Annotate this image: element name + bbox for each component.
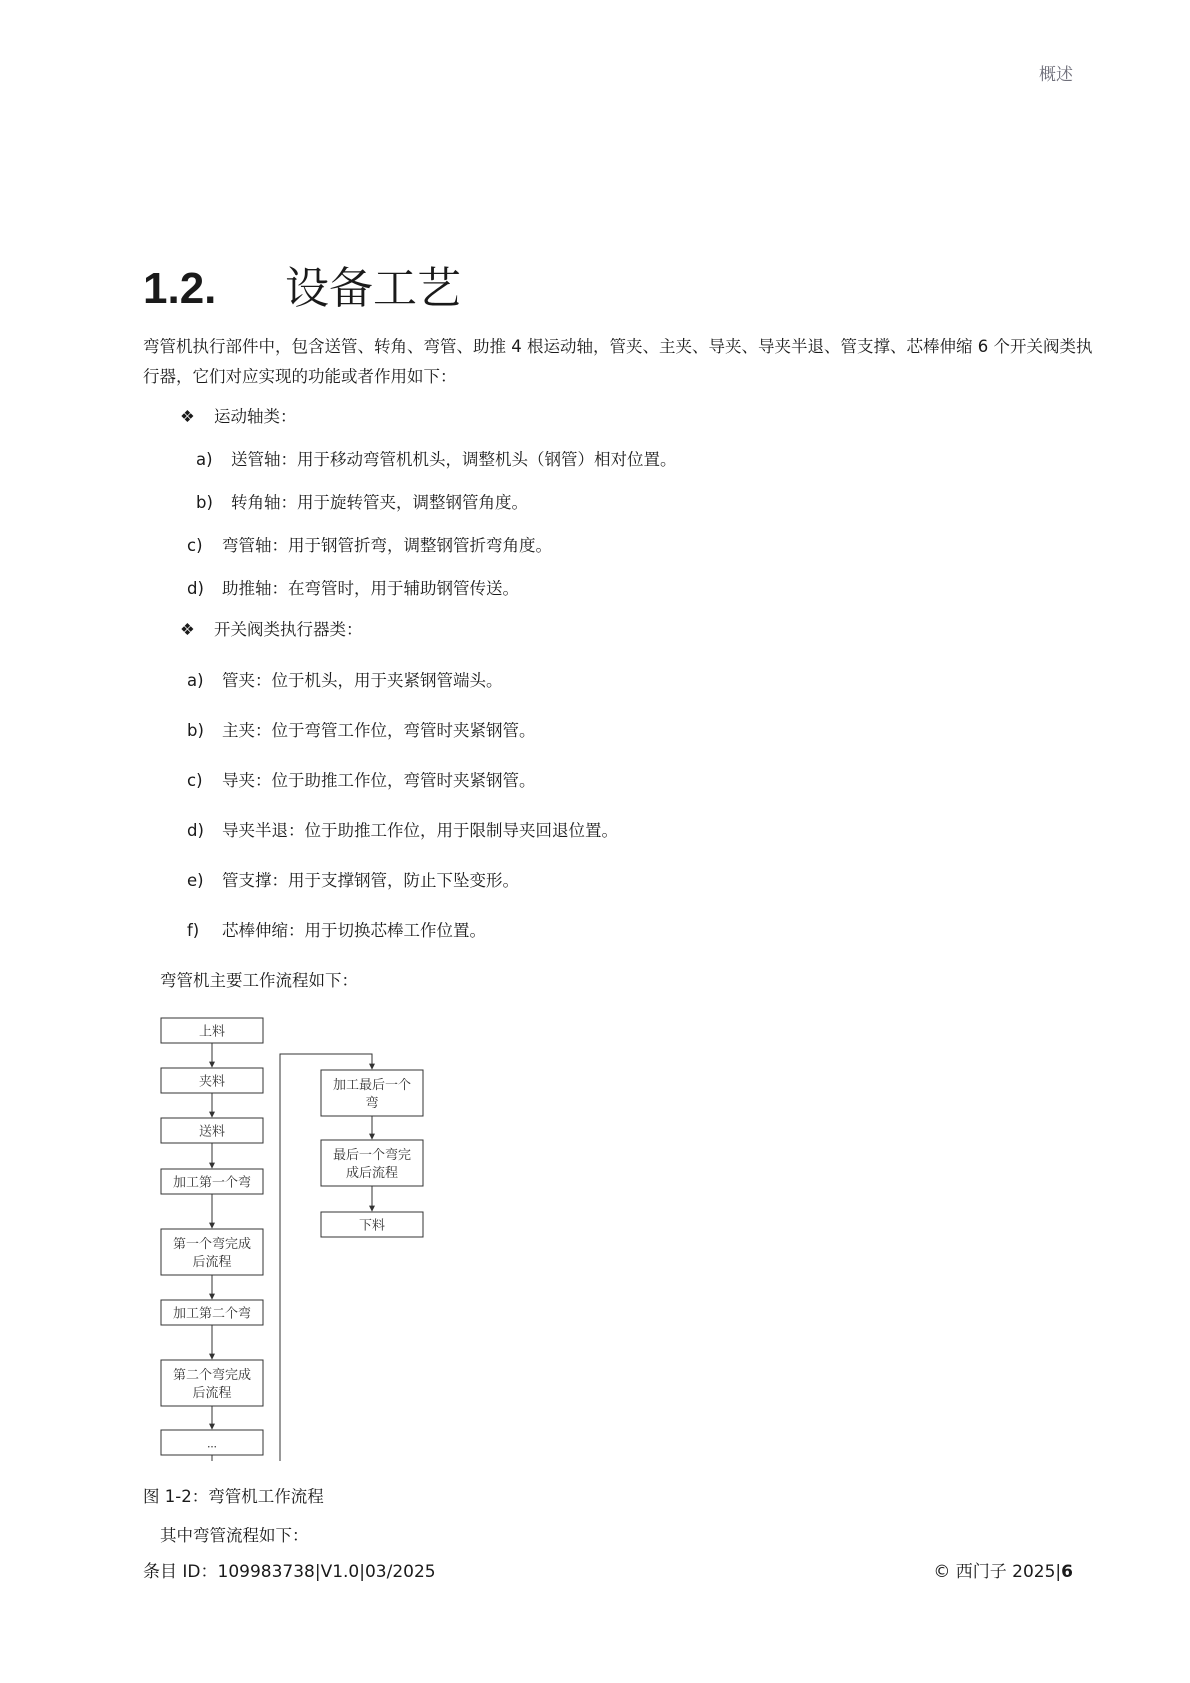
flow-node bbox=[161, 1118, 263, 1143]
flow-intro: 弯管机主要工作流程如下： bbox=[160, 971, 358, 990]
flow-node-label: 下料 bbox=[358, 1217, 386, 1233]
flow-node bbox=[161, 1018, 263, 1043]
flow-node-label: 送料 bbox=[198, 1123, 226, 1139]
list-item-text: 芯棒伸缩：用于切换芯棒工作位置。 bbox=[222, 921, 486, 940]
figure-caption: 图 1-2：弯管机工作流程 bbox=[143, 1487, 324, 1506]
flow-node-label: 后流程 bbox=[192, 1385, 232, 1400]
flow-node-label: 第二个弯完成 bbox=[172, 1367, 252, 1382]
list-marker: d) bbox=[187, 821, 204, 840]
list-item-text: 导夹半退：位于助推工作位，用于限制导夹回退位置。 bbox=[222, 821, 618, 840]
list-item-text: 管夹：位于机头，用于夹紧钢管端头。 bbox=[222, 671, 503, 690]
list-item bbox=[187, 766, 536, 796]
flow-node-label: 加工最后一个 bbox=[332, 1077, 412, 1092]
flow-node-label: 上料 bbox=[198, 1023, 226, 1039]
list-marker: b) bbox=[187, 721, 204, 740]
flow-node bbox=[321, 1070, 423, 1116]
list-item bbox=[187, 716, 536, 746]
list-item bbox=[187, 866, 519, 896]
list-item-text: 送管轴：用于移动弯管机机头，调整机头（钢管）相对位置。 bbox=[231, 450, 677, 469]
footer-entry-id: 条目 ID：109983738|V1.0|03/2025 bbox=[143, 1562, 436, 1582]
flow-node bbox=[161, 1360, 263, 1406]
flow-node bbox=[161, 1068, 263, 1093]
bullet-diamond-icon: ❖ bbox=[180, 620, 195, 639]
bullet-diamond-icon: ❖ bbox=[180, 407, 195, 426]
bend-intro: 其中弯管流程如下： bbox=[160, 1526, 309, 1545]
list-item-text: 导夹：位于助推工作位，弯管时夹紧钢管。 bbox=[222, 771, 536, 790]
list-item bbox=[187, 574, 519, 604]
section-title: 设备工艺 bbox=[285, 263, 461, 314]
flow-node-label: 第一个弯完成 bbox=[172, 1236, 252, 1251]
axis-group-title: 运动轴类： bbox=[214, 407, 297, 426]
list-item-text: 转角轴：用于旋转管夹，调整钢管角度。 bbox=[231, 493, 528, 512]
list-marker: d) bbox=[187, 579, 204, 598]
list-item-text: 弯管轴：用于钢管折弯，调整钢管折弯角度。 bbox=[222, 536, 552, 555]
intro-paragraph: 弯管机执行部件中，包含送管、转角、弯管、助推 4 根运动轴，管夹、主夹、导夹、导夹半退、管支撑、芯棒伸缩 6 个开关阀类执行器，它们对应实现的功能或者作用如下： bbox=[143, 337, 1093, 386]
flow-node bbox=[321, 1212, 423, 1237]
page-header: 概述 bbox=[1039, 65, 1073, 85]
bullet-axis-group bbox=[180, 402, 297, 432]
list-marker: e) bbox=[187, 871, 204, 890]
list-item bbox=[196, 488, 528, 518]
flow-node-label: 加工第二个弯 bbox=[172, 1305, 252, 1321]
footer-copyright bbox=[933, 1557, 1073, 1582]
flow-node-label: 加工第一个弯 bbox=[172, 1174, 252, 1190]
flow-node-label: ... bbox=[207, 1435, 217, 1451]
page-number: 6 bbox=[1061, 1562, 1073, 1582]
list-marker: a) bbox=[187, 671, 204, 690]
list-item bbox=[196, 445, 677, 475]
flow-node-label: 成后流程 bbox=[345, 1165, 399, 1180]
flow-node bbox=[161, 1229, 263, 1275]
flowchart bbox=[155, 1016, 445, 1461]
list-item bbox=[187, 916, 486, 946]
flow-node-label: 弯 bbox=[365, 1095, 379, 1110]
footer-copyright-text: © 西门子 2025| bbox=[933, 1562, 1062, 1582]
list-item-text: 助推轴：在弯管时，用于辅助钢管传送。 bbox=[222, 579, 519, 598]
flow-node bbox=[161, 1169, 263, 1194]
flow-node-label: 后流程 bbox=[192, 1254, 232, 1269]
bullet-valve-group bbox=[180, 615, 363, 645]
section-heading bbox=[143, 252, 461, 316]
list-marker: b) bbox=[196, 493, 213, 512]
flow-node bbox=[161, 1430, 263, 1455]
flow-node-label: 夹料 bbox=[198, 1073, 226, 1089]
list-marker: a) bbox=[196, 450, 213, 469]
list-marker: c) bbox=[187, 536, 203, 555]
flow-node bbox=[321, 1140, 423, 1186]
valve-group-title: 开关阀类执行器类： bbox=[214, 620, 363, 639]
list-item bbox=[187, 666, 503, 696]
list-item bbox=[187, 531, 552, 561]
list-item bbox=[187, 816, 618, 846]
flow-node bbox=[161, 1300, 263, 1325]
list-item-text: 主夹：位于弯管工作位，弯管时夹紧钢管。 bbox=[222, 721, 536, 740]
list-item-text: 管支撑：用于支撑钢管，防止下坠变形。 bbox=[222, 871, 519, 890]
flow-node-label: 最后一个弯完 bbox=[332, 1147, 412, 1162]
section-number: 1.2. bbox=[143, 264, 217, 313]
list-marker: f) bbox=[187, 921, 200, 940]
list-marker: c) bbox=[187, 771, 203, 790]
